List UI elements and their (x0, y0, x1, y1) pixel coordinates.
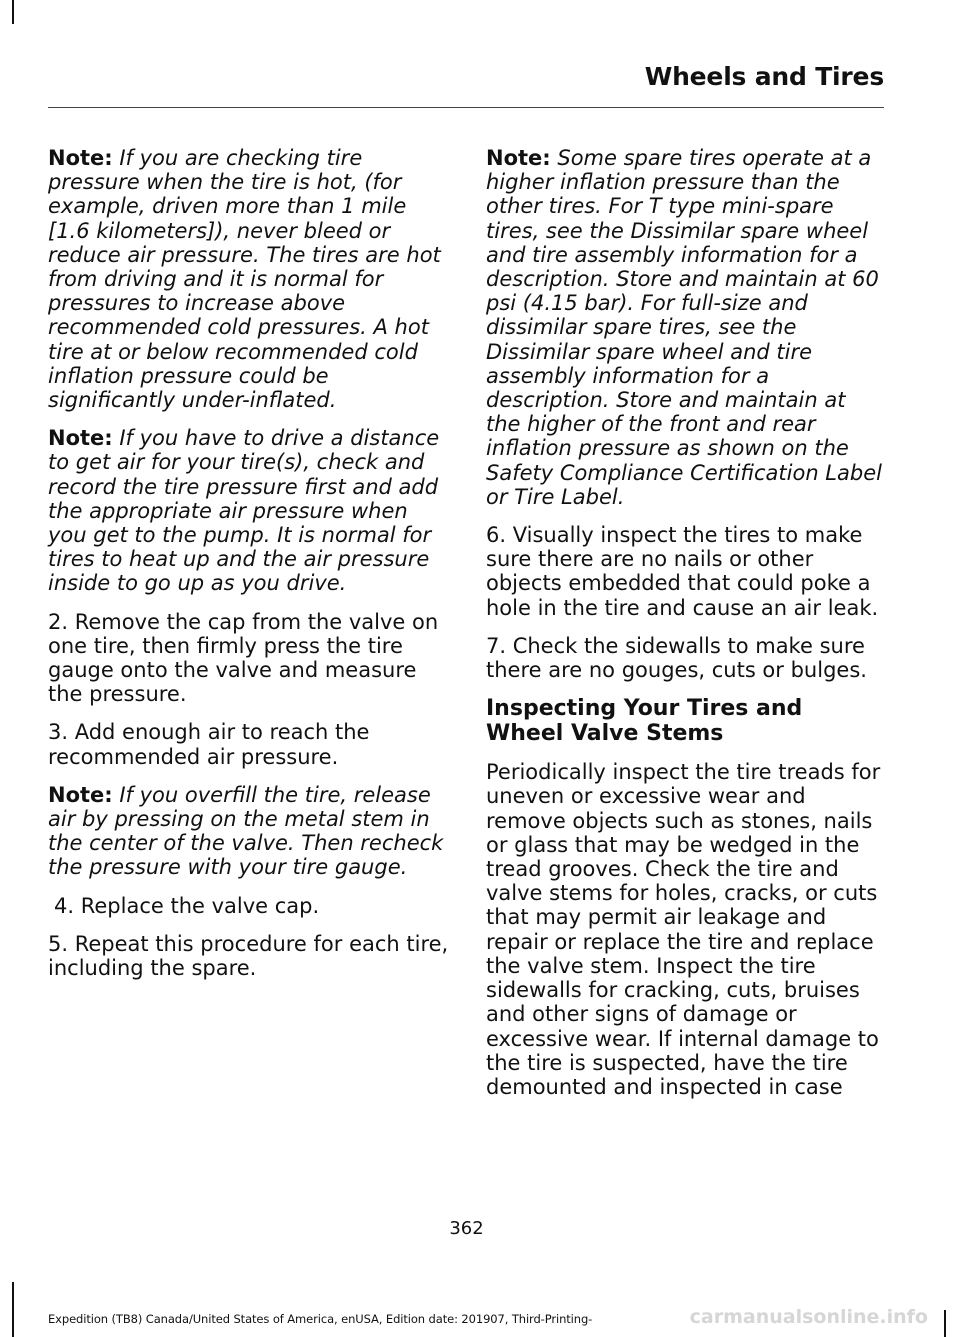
step-4: 4. Replace the valve cap. (54, 893, 320, 918)
note-text: If you overfill the tire, release air by pressing on the metal stem in the center of the valve. Then recheck the pressure with your tire gauge. (48, 782, 444, 880)
step-7: 7. Check the sidewalls to make sure there are no gouges, cuts or bulges. (486, 633, 867, 683)
section-body: Periodically inspect the tire treads for uneven or excessive wear and remove objects such as stones, nails or glass that may be wedged in the tread grooves. Check the tire and valve stems for holes, cracks, or cuts that may permit air leakage and repair or replace the tire and replace the valve stem. Inspect the tire sidewalls for cracking, cuts, bruises and other signs of damage or excessive wear. If internal damage to the tire is suspected, have the tire demounted and inspected in case (486, 760, 881, 1099)
crop-mark-bottom-left (12, 1282, 14, 1337)
footer-edition-text: Expedition (TB8) Canada/United States of America, enUSA, Edition date: 201907, Third-Printing- (48, 1312, 593, 1326)
right-column (486, 146, 882, 1113)
note-text: If you have to drive a distance to get air for your tire(s), check and record the tire pressure first and add the appropriate air pressure when you get to the pump. It is normal for tires to heat up and the air pressure inside to go up as you drive. (48, 426, 440, 596)
page-header-title: Wheels and Tires (644, 62, 884, 91)
page-number: 362 (449, 1218, 484, 1239)
watermark: carmanualsonline.info (689, 1306, 928, 1328)
note-hot-tire (48, 146, 450, 412)
header-divider (48, 107, 884, 108)
note-label: Note: (486, 146, 551, 170)
step-5: 5. Repeat this procedure for each tire, including the spare. (48, 931, 449, 981)
note-spare-tires (486, 146, 882, 509)
note-label: Note: (48, 782, 113, 807)
step-3: 3. Add enough air to reach the recommended air pressure. (48, 720, 370, 769)
crop-mark-bottom-right (944, 1310, 946, 1337)
note-label: Note: (48, 426, 113, 451)
note-text: If you are checking tire pressure when the tire is hot, (for example, driven more than 1 mile [1.6 kilometers]), never bleed or reduce air pressure. The tires are hot from driving and it is normal for pressures to increase above recommended cold pressures. A hot tire at or below recommended cold inflation pressure could be significantly under-inflated. (48, 146, 441, 413)
section-heading: Inspecting Your Tires and Wheel Valve Stems (486, 696, 803, 747)
crop-mark-top-left (12, 0, 14, 24)
note-drive-distance (48, 426, 450, 595)
note-text: Some spare tires operate at a higher inflation pressure than the other tires. For T type mini-spare tires, see the Dissimilar spare wheel and tire assembly information for a description. Store and maintain at 60 psi (4.15 bar). For full-size and dissimilar spare tires, see the Dissimilar spare wheel and tire assembly information for a description. Store and maintain at the higher of the front and rear inflation pressure as shown on the Safety Compliance Certification Label or Tire Label. (486, 146, 882, 509)
note-overfill (48, 783, 450, 880)
step-2: 2. Remove the cap from the valve on one tire, then firmly press the tire gauge onto the valve and measure the pressure. (48, 609, 439, 707)
step-6: 6. Visually inspect the tires to make sure there are no nails or other objects embedded that could poke a hole in the tire and cause an air leak. (486, 523, 879, 620)
note-label: Note: (48, 146, 113, 170)
left-column (48, 146, 450, 994)
